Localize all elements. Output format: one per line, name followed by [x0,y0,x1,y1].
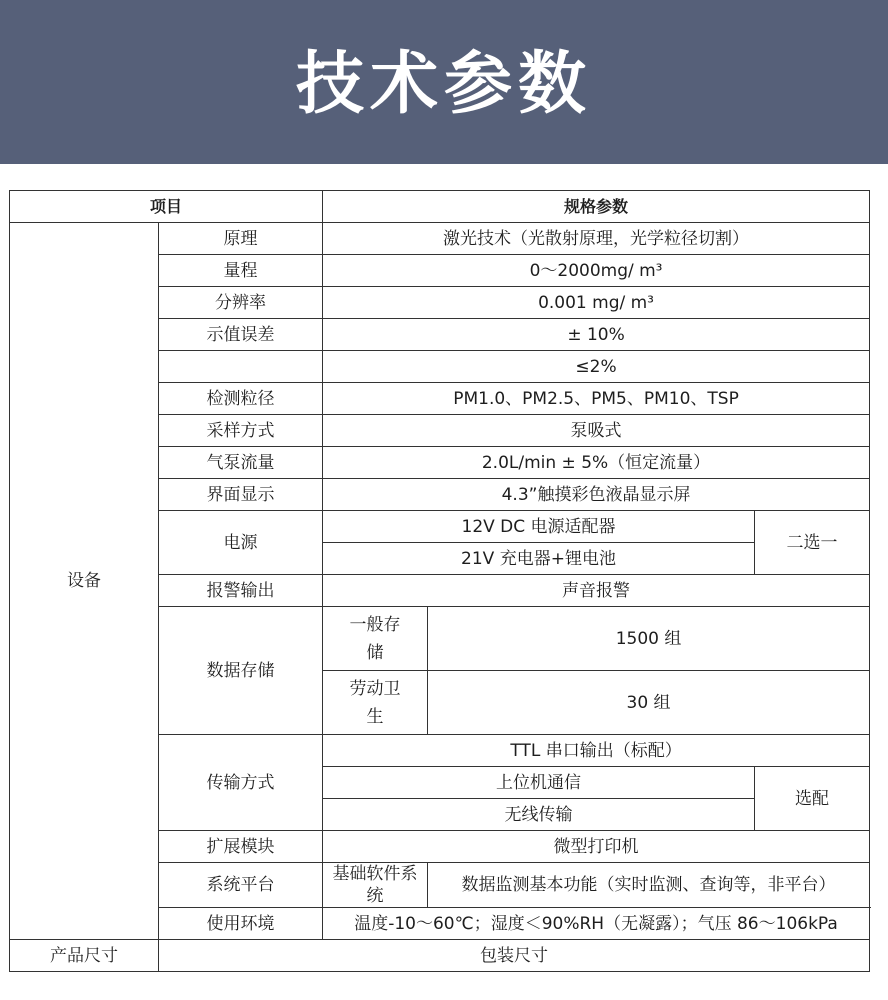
environment-label: 使用环境 [159,908,323,940]
header-row [10,191,870,223]
storage-type-line: 一般存 [349,614,401,635]
storage-type [323,607,428,671]
platform-label: 系统平台 [159,863,323,908]
power-note: 二选一 [755,511,870,575]
row-value: 泵吸式 [323,415,870,447]
storage-type-line: 储 [366,642,384,663]
row-label: 采样方式 [159,415,323,447]
power-option: 21V 充电器+锂电池 [323,543,755,575]
row-label: 气泵流量 [159,447,323,479]
row-value: PM1.0、PM2.5、PM5、PM10、TSP [323,383,870,415]
row-value: 激光技术（光散射原理，光学粒径切割） [323,223,870,255]
row-label: 示值误差 [159,319,323,351]
row-label: 分辨率 [159,287,323,319]
title-banner [0,0,888,164]
transfer-option: 上位机通信 [323,767,755,799]
transfer-note: 选配 [755,767,870,831]
spec-table [9,190,870,972]
header-spec: 规格参数 [323,191,870,223]
storage-type-line: 生 [366,706,384,727]
transfer-option: 无线传输 [323,799,755,831]
row-value: 声音报警 [323,575,870,607]
row-value: 4.3”触摸彩色液晶显示屏 [323,479,870,511]
storage-value: 30 组 [428,671,870,735]
table-row [10,223,870,255]
row-value: 2.0L/min ± 5%（恒定流量） [323,447,870,479]
group-equipment: 设备 [10,223,159,940]
row-label: 报警输出 [159,575,323,607]
header-item: 项目 [10,191,323,223]
storage-type [323,671,428,735]
platform-sub: 基础软件系统 [323,863,428,908]
storage-type-line: 劳动卫 [349,678,401,699]
row-value: 微型打印机 [323,831,870,863]
row-value: ± 10% [323,319,870,351]
row-label: 扩展模块 [159,831,323,863]
row-value: ≤2% [323,351,870,383]
row-value: 0～2000mg/ m³ [323,255,870,287]
page-title: 技术参数 [295,44,592,124]
row-value: 0.001 mg/ m³ [323,287,870,319]
size-value: 包装尺寸 [159,940,870,972]
row-label: 数据存储 [159,607,323,735]
row-label: 界面显示 [159,479,323,511]
transfer-standard: TTL 串口输出（标配） [323,735,870,767]
storage-value: 1500 组 [428,607,870,671]
environment-value: 温度-10～60℃；湿度＜90%RH（无凝露）；气压 86～106kPa [323,908,870,940]
row-label: 量程 [159,255,323,287]
row-label: 检测粒径 [159,383,323,415]
table-row [10,940,870,972]
row-label: 原理 [159,223,323,255]
row-label: 电源 [159,511,323,575]
power-option: 12V DC 电源适配器 [323,511,755,543]
row-label: 传输方式 [159,735,323,831]
platform-value: 数据监测基本功能（实时监测、查询等，非平台） [428,863,870,908]
row-label [159,351,323,383]
size-label: 产品尺寸 [10,940,159,972]
